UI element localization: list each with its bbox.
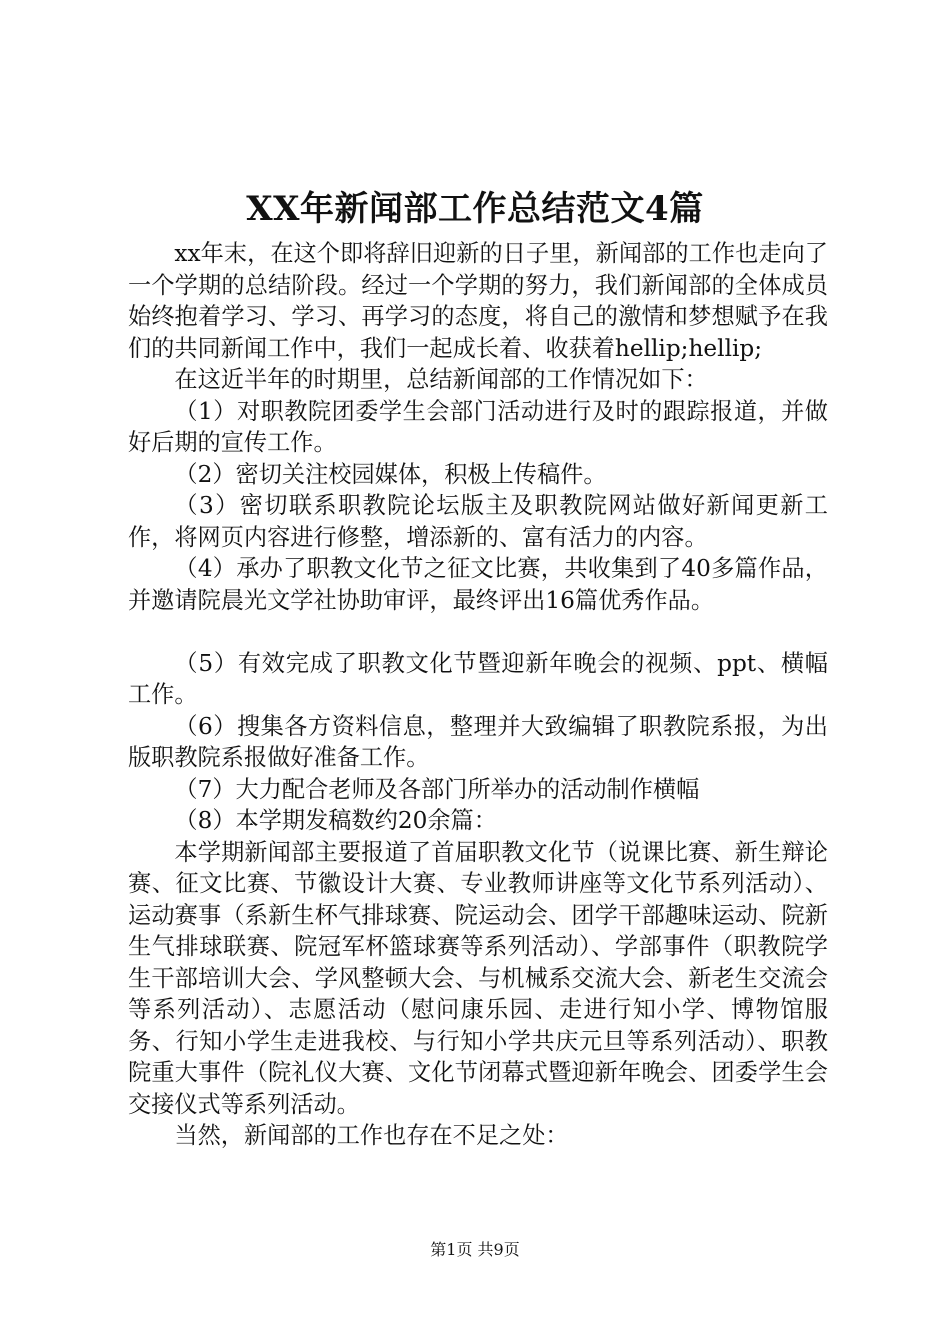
document-body bbox=[128, 238, 828, 1152]
document-title: XX年新闻部工作总结范文4篇 bbox=[246, 189, 704, 229]
paragraph-report-details: 本学期新闻部主要报道了首届职教文化节（说课比赛、新生辩论赛、征文比赛、节徽设计大赛、专业教师讲座等文化节系列活动）、运动赛事（系新生杯气排球赛、院运动会、团学干部趣味运动、院新生气排球联赛、院冠军杯篮球赛等系列活动）、学部事件（职教院学生干部培训大会、学风整顿大会、与机械系交流大会、新老生交流会等系列活动）、志愿活动（慰问康乐园、走进行知小学、博物馆服务、行知小学生走进我校、与行知小学共庆元旦等系列活动）、职教院重大事件（院礼仪大赛、文化节闭幕式暨迎新年晚会、团委学生会交接仪式等系列活动。 bbox=[128, 838, 828, 1118]
list-item-6: （6）搜集各方资料信息，整理并大致编辑了职教院系报，为出版职教院系报做好准备工作。 bbox=[128, 712, 828, 771]
list-item-4: （4）承办了职教文化节之征文比赛，共收集到了40多篇作品，并邀请院晨光文学社协助审评，最终评出16篇优秀作品。 bbox=[128, 555, 828, 614]
paragraph-shortcomings: 当然，新闻部的工作也存在不足之处： bbox=[174, 1122, 569, 1149]
list-item-3: （3）密切联系职教院论坛版主及职教院网站做好新闻更新工作，将网页内容进行修整，增添新的、富有活力的内容。 bbox=[128, 492, 828, 551]
list-item-5: （5）有效完成了职教文化节暨迎新年晚会的视频、ppt、横幅工作。 bbox=[128, 649, 828, 708]
paragraph-intro: xx年末，在这个即将辞旧迎新的日子里，新闻部的工作也走向了一个学期的总结阶段。经过一个学期的努力，我们新闻部的全体成员始终抱着学习、学习、再学习的态度，将自己的激情和梦想赋予在我们的共同新闻工作中，我们一起成长着、收获着hellip;hellip; bbox=[128, 240, 828, 362]
list-item-1: （1）对职教院团委学生会部门活动进行及时的跟踪报道，并做好后期的宣传工作。 bbox=[128, 397, 828, 456]
paragraph-summary-lead: 在这近半年的时期里，总结新闻部的工作情况如下： bbox=[174, 366, 708, 393]
list-item-7: （7）大力配合老师及各部门所举办的活动制作横幅 bbox=[174, 775, 700, 803]
list-item-8: （8）本学期发稿数约20余篇： bbox=[174, 807, 497, 834]
list-item-2: （2）密切关注校园媒体，积极上传稿件。 bbox=[174, 460, 607, 488]
page-number-footer: 第1页 共9页 bbox=[430, 1240, 520, 1259]
